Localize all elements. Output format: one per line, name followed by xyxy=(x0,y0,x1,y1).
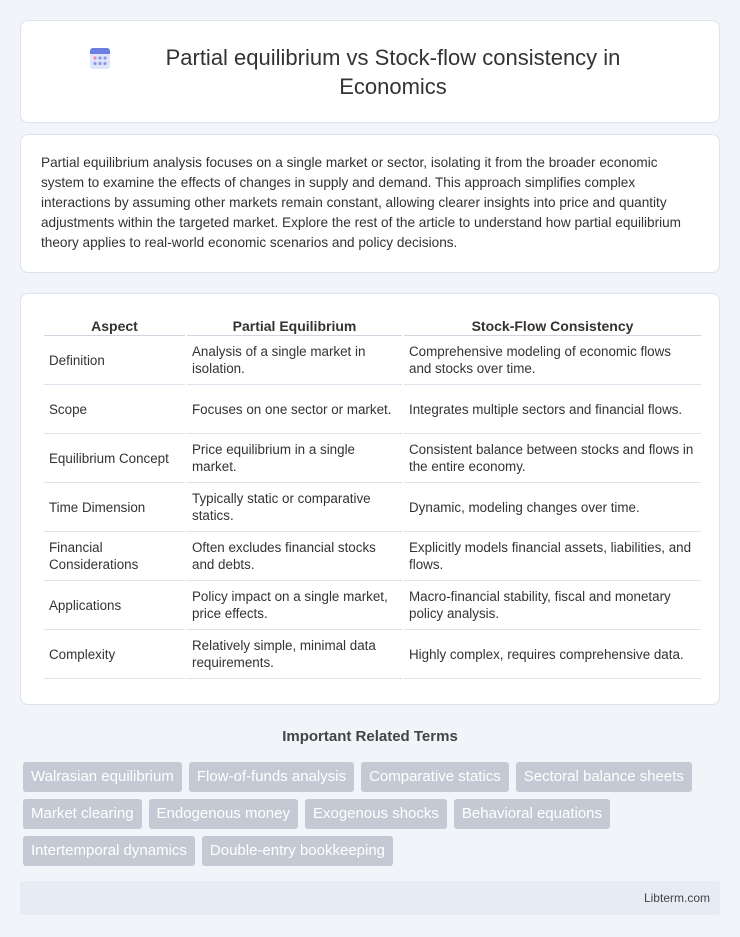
row-aspect: Scope xyxy=(44,385,185,434)
row-aspect: Complexity xyxy=(44,630,185,679)
tag-double-entry-bookkeeping[interactable]: Double-entry bookkeeping xyxy=(202,836,393,866)
row-stock-flow: Integrates multiple sectors and financial flows. xyxy=(404,385,701,434)
tag-comparative-statics[interactable]: Comparative statics xyxy=(361,762,509,792)
row-stock-flow: Macro-financial stability, fiscal and monetary policy analysis. xyxy=(404,581,701,630)
table-row xyxy=(44,434,701,483)
footer-site-link[interactable]: Libterm.com xyxy=(643,891,710,905)
header-stock-flow-consistency: Stock-Flow Consistency xyxy=(404,314,701,336)
row-partial: Typically static or comparative statics. xyxy=(187,483,402,532)
header-aspect: Aspect xyxy=(44,314,185,336)
row-aspect: Applications xyxy=(44,581,185,630)
row-aspect: Definition xyxy=(44,336,185,385)
row-aspect: Equilibrium Concept xyxy=(44,434,185,483)
title-card xyxy=(20,20,720,123)
tag-intertemporal-dynamics[interactable]: Intertemporal dynamics xyxy=(23,836,195,866)
table-row xyxy=(44,385,701,434)
related-terms-title: Important Related Terms xyxy=(282,728,458,745)
table-row xyxy=(44,483,701,532)
table-row xyxy=(44,581,701,630)
comparison-table-card xyxy=(20,293,720,705)
comparison-table xyxy=(42,314,703,679)
header-partial-equilibrium: Partial Equilibrium xyxy=(187,314,402,336)
row-stock-flow: Highly complex, requires comprehensive data. xyxy=(404,630,701,679)
intro-paragraph: Partial equilibrium analysis focuses on a single market or sector, isolating it from the broader economic system to examine the effects of changes in supply and demand. This approach simplifies complex interactions by assuming other markets remain constant, allowing clearer insights into price and quantity adjustments within the targeted market. Explore the rest of the article to understand how partial equilibrium theory applies to real-world economic scenarios and policy decisions. xyxy=(41,155,681,250)
row-partial: Analysis of a single market in isolation. xyxy=(187,336,402,385)
row-partial: Price equilibrium in a single market. xyxy=(187,434,402,483)
row-stock-flow: Dynamic, modeling changes over time. xyxy=(404,483,701,532)
document-grid-icon xyxy=(87,45,113,71)
tag-behavioral-equations[interactable]: Behavioral equations xyxy=(454,799,610,829)
tag-endogenous-money[interactable]: Endogenous money xyxy=(149,799,298,829)
row-partial: Often excludes financial stocks and debts. xyxy=(187,532,402,581)
row-stock-flow: Consistent balance between stocks and flows in the entire economy. xyxy=(404,434,701,483)
footer xyxy=(20,881,720,915)
row-aspect: Time Dimension xyxy=(44,483,185,532)
page-title: Partial equilibrium vs Stock-flow consistency in Economics xyxy=(165,44,621,99)
table-row xyxy=(44,336,701,385)
tag-flow-of-funds-analysis[interactable]: Flow-of-funds analysis xyxy=(189,762,354,792)
row-partial: Focuses on one sector or market. xyxy=(187,385,402,434)
title-row xyxy=(87,43,653,101)
tag-market-clearing[interactable]: Market clearing xyxy=(23,799,142,829)
related-terms-list xyxy=(23,762,723,873)
row-stock-flow: Explicitly models financial assets, liabilities, and flows. xyxy=(404,532,701,581)
table-row xyxy=(44,630,701,679)
tag-exogenous-shocks[interactable]: Exogenous shocks xyxy=(305,799,447,829)
tag-sectoral-balance-sheets[interactable]: Sectoral balance sheets xyxy=(516,762,692,792)
row-partial: Relatively simple, minimal data requirements. xyxy=(187,630,402,679)
row-partial: Policy impact on a single market, price effects. xyxy=(187,581,402,630)
row-stock-flow: Comprehensive modeling of economic flows and stocks over time. xyxy=(404,336,701,385)
table-row xyxy=(44,532,701,581)
tag-walrasian-equilibrium[interactable]: Walrasian equilibrium xyxy=(23,762,182,792)
row-aspect: Financial Considerations xyxy=(44,532,185,581)
table-header-row xyxy=(44,314,701,336)
intro-card xyxy=(20,134,720,273)
